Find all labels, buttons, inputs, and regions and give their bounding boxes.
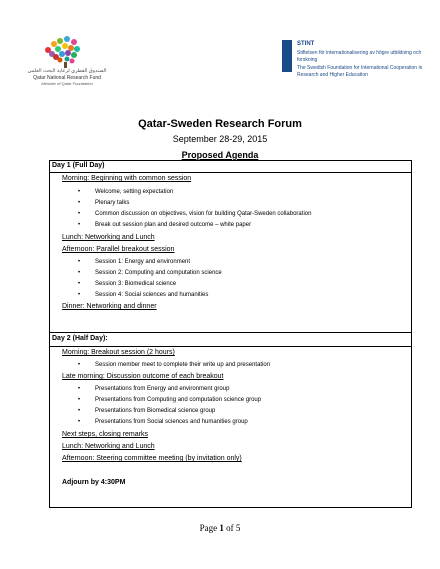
day2-heading: Day 2 (Half Day): — [52, 335, 108, 342]
list-item: • Session member meet to complete their write up and presentation — [78, 362, 253, 368]
list-item: • Common discussion on objectives, vision for building Qatar-Sweden collaboration — [78, 211, 294, 217]
list-item: • Session 1: Energy and environment — [78, 259, 173, 265]
day2-next-steps: Next steps, closing remarks — [62, 431, 148, 438]
divider — [50, 332, 411, 333]
document-title: Qatar-Sweden Research Forum — [138, 118, 302, 130]
list-item: • Presentations from Social sciences and humanities group — [78, 419, 231, 425]
stint-swedish-text: Stiftelsen för internationalisering av högre utbildning och forskning — [297, 50, 422, 63]
qnrf-member: Member of Qatar Foundation — [41, 81, 93, 86]
day1-morning: Morning: Beginning with common session — [62, 175, 192, 182]
qnrf-name: Qatar National Research Fund — [33, 75, 101, 81]
day1-dinner: Dinner: Networking and dinner — [62, 303, 157, 310]
list-item: • Presentations from Energy and environment group — [78, 386, 212, 392]
list-item: • Welcome, setting expectation — [78, 189, 156, 195]
day2-late-morning: Late morning: Discussion outcome of each breakout — [62, 373, 224, 380]
qnrf-arabic-name: الصندوق القطري لرعاية البحث العلمي — [27, 68, 107, 74]
stint-name: STINT — [297, 41, 315, 47]
divider — [50, 346, 411, 347]
stint-mark-icon — [282, 40, 292, 72]
list-item: • Session 4: Social sciences and humanities — [78, 292, 191, 298]
page-number: Page 1 of 5 — [199, 523, 241, 533]
day1-afternoon: Afternoon: Parallel breakout session — [62, 246, 175, 253]
agenda-heading: Proposed Agenda — [181, 150, 259, 160]
event-dates: September 28-29, 2015 — [172, 134, 268, 144]
list-item: • Presentations from Biomedical science group — [78, 408, 198, 414]
list-item: • Session 3: Biomedical science — [78, 281, 159, 287]
day2-afternoon: Afternoon: Steering committee meeting (by invitation only) — [62, 455, 242, 462]
list-item: • Presentations from Computing and computation science group — [78, 397, 244, 403]
agenda-table — [49, 160, 412, 508]
day1-heading: Day 1 (Full Day) — [52, 162, 105, 169]
list-item: • Session 2: Computing and computation science — [78, 270, 205, 276]
stint-english-text: The Swedish Foundation for International Cooperation in Research and Higher Education — [297, 65, 423, 78]
day2-lunch: Lunch: Networking and Lunch — [62, 443, 155, 450]
list-item: • Break out session plan and desired outcome – white paper — [78, 222, 234, 228]
qnrf-logo-text — [22, 68, 112, 86]
adjourn-time: Adjourn by 4:30PM — [62, 479, 126, 486]
list-item: • Plenary talks — [78, 200, 112, 206]
day2-morning: Morning: Breakout session (2 hours) — [62, 349, 175, 356]
divider — [50, 172, 411, 173]
day1-lunch: Lunch: Networking and Lunch — [62, 234, 155, 241]
